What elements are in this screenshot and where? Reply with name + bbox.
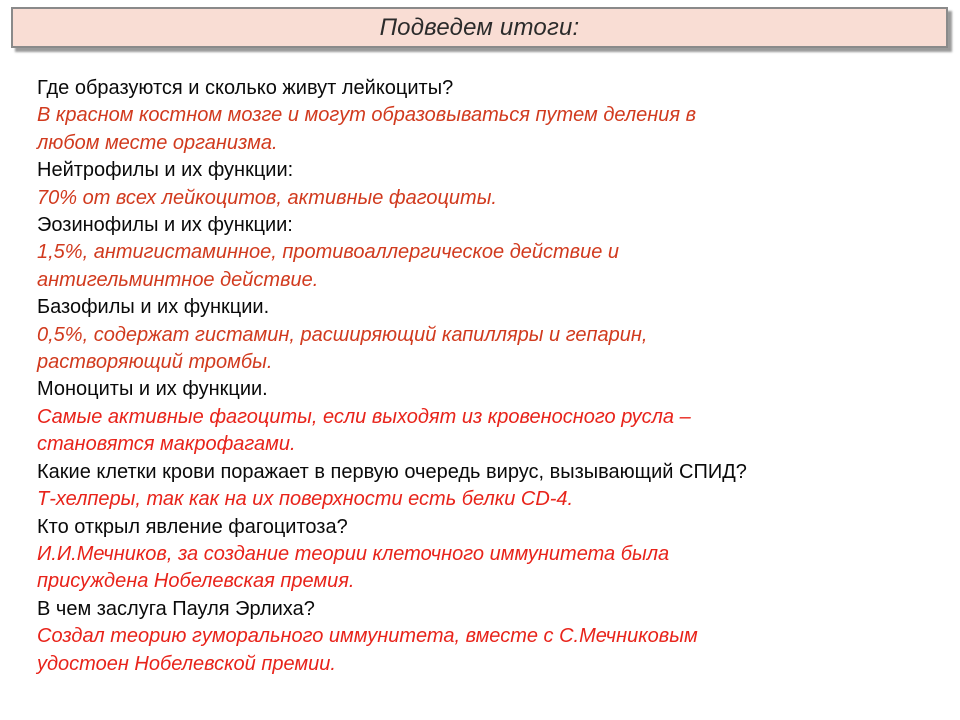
question-line: Моноциты и их функции. [37,378,268,401]
answer-line: 0,5%, содержат гистамин, расширяющий капилляры и гепарин, [37,323,648,346]
answer-line: Т-хелперы, так как на их поверхности есть белки CD-4. [37,488,574,511]
answer-line: любом месте организма. [37,131,278,154]
answer-line: присуждена Нобелевская премия. [37,570,355,593]
title-banner [11,7,948,48]
answer-line: становятся макрофагами. [37,433,296,456]
answer-line: Самые активные фагоциты, если выходят из кровеносного русла – [37,405,691,428]
answer-line: Создал теорию гуморального иммунитета, вместе с С.Мечниковым [37,625,698,648]
question-line: Базофилы и их функции. [37,296,270,319]
answer-line: удостоен Нобелевской премии. [37,652,336,675]
question-line: Кто открыл явление фагоцитоза? [37,515,348,538]
answer-line: 70% от всех лейкоцитов, активные фагоциты. [37,186,497,209]
slide-title: Подведем итоги: [379,13,580,41]
answer-line: антигельминтное действие. [37,268,319,291]
question-line: Нейтрофилы и их функции: [37,159,294,182]
answer-line: 1,5%, антигистаминное, противоаллергическое действие и [37,241,620,264]
question-line: В чем заслуга Пауля Эрлиха? [37,597,315,620]
answer-line: И.И.Мечников, за создание теории клеточного иммунитета была [37,542,670,565]
answer-line: В красном костном мозге и могут образовываться путем деления в [37,104,697,127]
question-line: Какие клетки крови поражает в первую очередь вирус, вызывающий СПИД? [37,460,747,483]
summary-text-block [37,75,927,678]
question-line: Где образуются и сколько живут лейкоциты? [37,77,454,99]
question-line: Эозинофилы и их функции: [37,214,293,237]
answer-line: растворяющий тромбы. [37,351,273,374]
